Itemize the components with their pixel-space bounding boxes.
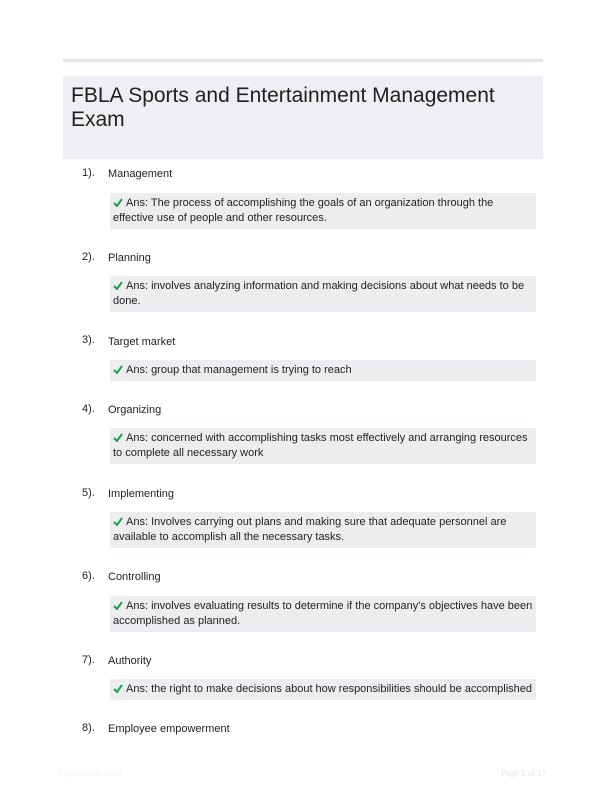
- checkmark-icon: [113, 684, 123, 693]
- question-term: Organizing: [108, 404, 162, 416]
- title-banner: [63, 76, 543, 159]
- question-term: Implementing: [108, 488, 175, 500]
- answer-box: [110, 679, 536, 700]
- question-number: 6).: [82, 570, 95, 582]
- question-number: 3).: [82, 334, 95, 346]
- page-number: Page 1 of 17: [501, 768, 547, 778]
- question-number: 2).: [82, 251, 95, 263]
- answer-box: [110, 596, 536, 632]
- question-number: 8).: [82, 722, 95, 734]
- answer-text: Ans: involves evaluating results to determine if the company's objectives have been accomplished as planned.: [113, 600, 533, 627]
- footer-watermark: Paperbuildr.com: [57, 768, 123, 778]
- answer-box: [110, 428, 536, 464]
- answer-text: Ans: Involves carrying out plans and making sure that adequate personnel are available to accomplish all the necessary tasks.: [113, 516, 507, 543]
- answer-text: Ans: group that management is trying to reach: [126, 364, 352, 376]
- question-term: Authority: [108, 655, 152, 667]
- answer-box: [110, 276, 536, 312]
- answer-box: [110, 360, 536, 381]
- question-number: 4).: [82, 403, 95, 415]
- checkmark-icon: [113, 601, 123, 610]
- answer-text: Ans: involves analyzing information and making decisions about what needs to be done.: [113, 280, 525, 307]
- question-number: 7).: [82, 654, 95, 666]
- answer-text: Ans: The process of accomplishing the goals of an organization through the effective use of people and other resources.: [113, 197, 494, 224]
- checkmark-icon: [113, 517, 123, 526]
- checkmark-icon: [113, 365, 123, 374]
- question-term: Target market: [108, 336, 176, 348]
- checkmark-icon: [113, 198, 123, 207]
- question-term: Planning: [108, 252, 151, 264]
- page-title: FBLA Sports and Entertainment Management Exam: [71, 84, 495, 131]
- question-term: Management: [108, 168, 173, 180]
- question-term: Controlling: [108, 571, 161, 583]
- answer-text: Ans: concerned with accomplishing tasks most effectively and arranging resources to complete all necessary work: [113, 432, 528, 459]
- question-number: 1).: [82, 167, 95, 179]
- answer-box: [110, 193, 536, 229]
- answer-text: Ans: the right to make decisions about how responsibilities should be accomplished: [126, 683, 533, 695]
- top-divider: [63, 59, 543, 62]
- question-term: Employee empowerment: [108, 723, 230, 735]
- checkmark-icon: [113, 281, 123, 290]
- checkmark-icon: [113, 433, 123, 442]
- question-number: 5).: [82, 487, 95, 499]
- answer-box: [110, 512, 536, 548]
